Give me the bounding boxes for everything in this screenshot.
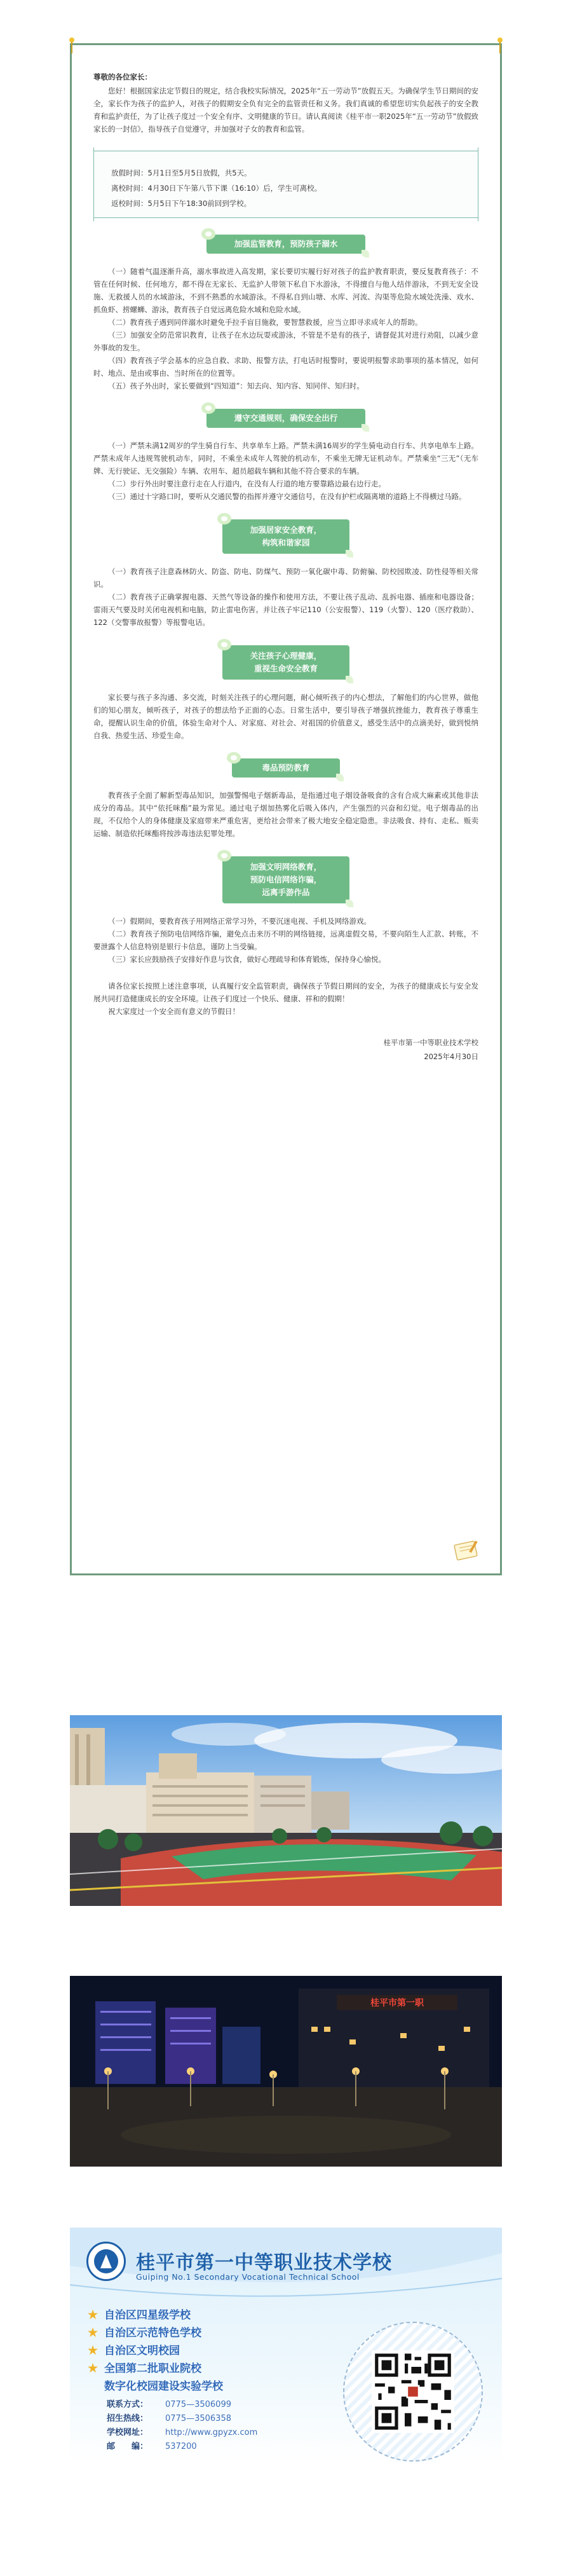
star-icon: ★ <box>88 2362 98 2375</box>
letter-card <box>70 43 502 1575</box>
honor-text: 全国第二批职业院校 <box>104 2362 201 2375</box>
bubble-icon <box>217 850 231 861</box>
pin-icon <box>68 38 76 54</box>
holiday-line-3: 返校时间：5月5日下午18:30前回到学校。 <box>111 199 252 208</box>
contact-key: 学校网址： <box>107 2428 149 2437</box>
star-icon: ★ <box>88 2326 98 2340</box>
section-header-internet-safety <box>222 856 349 903</box>
contact-info <box>107 2398 257 2454</box>
bubble-icon <box>217 639 231 650</box>
contact-row <box>107 2398 257 2412</box>
honor-item <box>88 2324 223 2342</box>
section-paragraph: （四）教育孩子学会基本的应急自救、求助、报警方法，打电话时报警时，要说明报警求助事项的基本情况，如何时、地点、是由或事由、当时所在的位置等。 <box>93 356 478 378</box>
honor-item <box>88 2360 223 2378</box>
letter-wish: 祝大家度过一个安全而有意义的节假日！ <box>108 1007 240 1016</box>
leaf-icon <box>362 250 369 257</box>
section-paragraph: 家长要与孩子多沟通、多交流，时刻关注孩子的心理问题，耐心倾听孩子的内心想法，了解他们的内心世界，做他们的知心朋友，倾听孩子，对孩子的想法给予正面的心态。日常生活中，要引导孩子增强抗挫能力，教育孩子尊重生命，提醒认识生命的价值，体验生命对个人、对家庭、对社会、对祖国的价值意义，感受生活中的点滴美好，做到悦纳自我、热爱生活、珍爱生命。 <box>93 693 478 740</box>
qr-code-icon[interactable] <box>372 2350 454 2433</box>
holiday-info-box <box>93 151 478 218</box>
section-header-mental-health <box>222 645 349 680</box>
honor-item <box>88 2342 223 2360</box>
star-icon: ★ <box>88 2344 98 2357</box>
holiday-line-1: 放假时间：5月1日至5月5日放假，共5天。 <box>111 168 252 177</box>
letter-closing: 请各位家长按照上述注意事项，认真履行安全监管职责，确保孩子节假日期间的安全，为孩子的健康成长与安全发展共同打造健康成长的安全环境。让孩子们度过一个快乐、健康、祥和的假期！ <box>93 982 478 1003</box>
leaf-icon <box>362 424 369 432</box>
signature-school: 桂平市第一中等职业技术学校 <box>383 1038 478 1047</box>
section-paragraph: 教育孩子全面了解新型毒品知识，加强警惕电子烟新毒品，是指通过电子烟设备吸食的含有合成大麻素或其他非法成分的毒品。其中“依托咪酯”最为常见。通过电子烟加热雾化后吸入体内，产生强烈的兴奋和幻觉。电子烟毒品的出现，不仅给个人的身体健康及家庭带来严重危害，更给社会带来了极大地安全稳定隐患。非法吸食、持有、走私、贩卖运输、制造依托咪酯将按涉毒违法犯罪处理。 <box>93 791 478 838</box>
section-title: 加强居家安全教育， 构筑和谐家园 <box>250 525 322 547</box>
honor-list <box>88 2306 223 2395</box>
school-logo-icon <box>86 2242 126 2281</box>
leaf-icon <box>346 900 353 907</box>
section-title: 遵守交通规则，确保安全出行 <box>234 413 338 423</box>
section-paragraph: （三）加强安全防范常识教育，让孩子在水边玩耍或游泳，不管是不是有的孩子，请督促其对进行劝阻，以减少意外事故的发生。 <box>93 331 478 352</box>
section-paragraph: （五）孩子外出时，家长要做到“四知道”：知去向、知内容、知同伴、知归时。 <box>108 381 364 390</box>
section-paragraph: （一）教育孩子注意森林防火、防盗、防电、防煤气、预防一氧化碳中毒、防俯骗、防校园欺凌、防性侵等相关常识。 <box>93 567 478 589</box>
section-header-drug-prevention <box>232 758 340 778</box>
section-paragraph: （三）通过十字路口时，要听从交通民警的指挥并遵守交通信号，在没有护栏或隔离墩的道路上不得横过马路。 <box>108 492 466 501</box>
honor-text: 数字化校园建设实验学校 <box>104 2380 223 2393</box>
contact-key: 招生热线： <box>107 2414 149 2423</box>
section-header-drowning <box>206 235 365 254</box>
section-title: 关注孩子心理健康， 重视生命安全教育 <box>250 651 322 673</box>
bubble-icon <box>217 513 231 524</box>
section-title: 加强监管教育，预防孩子溺水 <box>234 239 338 249</box>
night-building-sign: 桂平市第一职 <box>370 1998 424 2008</box>
footer-school-english-name: Guiping No.1 Secondary Vocational Technical School <box>136 2272 360 2282</box>
section-paragraph: （二）步行外出时要注意行走在人行道内，在没有人行道的地方要靠路边最右边行走。 <box>108 479 386 488</box>
section-paragraph: （三）家长应鼓励孩子安排好作息与饮食，做好心理疏导和体育锻炼，保持身心愉悦。 <box>108 955 386 964</box>
letter-body <box>93 71 478 1064</box>
section-header-traffic <box>206 409 365 428</box>
section-paragraph: （二）教育孩子正确掌握电器、天然气等设备的操作和使用方法，不要让孩子乱动、乱拆电器、插座和电器设备；雷雨天气要及时关闭电视机和电脑，防止雷电伤害。并让孩子牢记110（公安报警）、119（火警）、120（医疗救助）、122（交警事故报警）等报警电话。 <box>93 593 478 627</box>
campus-day-photo <box>70 1715 502 1906</box>
honor-text: 自治区文明校园 <box>104 2345 180 2357</box>
section-title: 加强文明网络教育， 预防电信网络诈骗， 远离手游作品 <box>250 862 322 897</box>
honor-item <box>88 2378 223 2395</box>
campus-night-photo <box>70 1976 502 2167</box>
contact-row <box>107 2440 257 2454</box>
pin-icon <box>496 38 504 54</box>
contact-row <box>107 2426 257 2440</box>
leaf-icon <box>346 676 353 683</box>
contact-key: 邮 编： <box>107 2442 149 2451</box>
section-header-home-safety <box>222 519 349 554</box>
section-paragraph: （二）教育孩子遇到同伴溺水时避免手拉手盲目施救，要智慧救援，应当立即寻求成年人的帮助。 <box>108 318 423 327</box>
section-paragraph: （一）随着气温逐渐升高，溺水事故进入高发期，家长要切实履行好对孩子的监护教育职责，要反复教育孩子：不管在任何时候、任何地方，都不得在无家长、无监护人带领下私自下水游泳，不得擅自与他人结伴游泳，不到无安全设施、无救援人员的水域游泳，不到不熟悉的水域游泳。不得私自到山塘、水库、河流、沟渠等危险水域处洗澡、戏水、抓鱼虾、捞螺蛳、游泳，教育孩子自觉远离危险水域和危险水域。 <box>93 267 478 314</box>
qr-code-area <box>343 2322 483 2462</box>
admission-phone: 0775—3506358 <box>165 2414 231 2423</box>
contact-phone: 0775—3506099 <box>165 2400 231 2409</box>
honor-item <box>88 2306 223 2324</box>
section-paragraph: （一）假期间，要教育孩子用网络正常学习外，不要沉迷电视、手机及网络游戏。 <box>108 917 371 926</box>
letter-intro: 您好！根据国家法定节假日的规定，结合我校实际情况，2025年“五一劳动节”放假五天。为确保学生节日期间的安全，家长作为孩子的监护人，对孩子的假期安全负有完全的监管责任和义务。我们真诚的希望您切实负起孩子的安全教育和监护责任，为了让孩子度过一个安全有序、文明健康的节日。请认真阅读《桂平市一职2025年“五一劳动节”放假致家长的一封信》，指导孩子自觉遵守，并加强对子女的教育和监管。 <box>93 86 478 134</box>
footer-school-name: 桂平市第一中等职业技术学校 <box>136 2252 392 2274</box>
section-paragraph: （二）教育孩子预防电信网络诈骗，避免点击来历不明的网络链接，远离虚假交易，不要向陌生人汇款、转账，不要泄露个人信息特别是银行卡信息，谨防上当受骗。 <box>93 929 478 951</box>
star-icon: ★ <box>88 2308 98 2322</box>
letter-greeting: 尊敬的各位家长： <box>93 72 152 81</box>
leaf-icon <box>346 550 353 558</box>
school-footer <box>70 2228 502 2464</box>
bubble-icon <box>227 752 241 764</box>
honor-text: 自治区四星级学校 <box>104 2309 191 2322</box>
leaf-icon <box>336 774 344 781</box>
postal-code: 537200 <box>165 2442 197 2451</box>
section-paragraph: （一）严禁未满12周岁的学生骑自行车、共享单车上路。严禁未满16周岁的学生骑电动自行车、共享电单车上路。严禁未成年人违规驾驶机动车，同时，不乘坐未成年人驾驶的机动车，不乘坐无牌无证机动车。严禁乘坐“三无”（无车牌、无行驶证、无交强险）车辆、农用车、超员超载车辆和其他不符合要求的车辆。 <box>93 441 478 476</box>
school-website-link[interactable]: http://www.gpyzx.com <box>165 2428 258 2437</box>
honor-text: 自治区示范特色学校 <box>104 2327 201 2340</box>
holiday-line-2: 离校时间：4月30日下午第八节下课（16:10）后，学生可离校。 <box>111 184 322 193</box>
section-title: 毒品预防教育 <box>262 763 310 772</box>
notebook-icon <box>453 1539 481 1561</box>
bubble-icon <box>201 402 215 414</box>
signature-date: 2025年4月30日 <box>424 1052 478 1061</box>
bubble-icon <box>201 228 215 240</box>
contact-key: 联系方式： <box>107 2400 149 2409</box>
letter-signature <box>93 1036 478 1064</box>
contact-row <box>107 2412 257 2426</box>
